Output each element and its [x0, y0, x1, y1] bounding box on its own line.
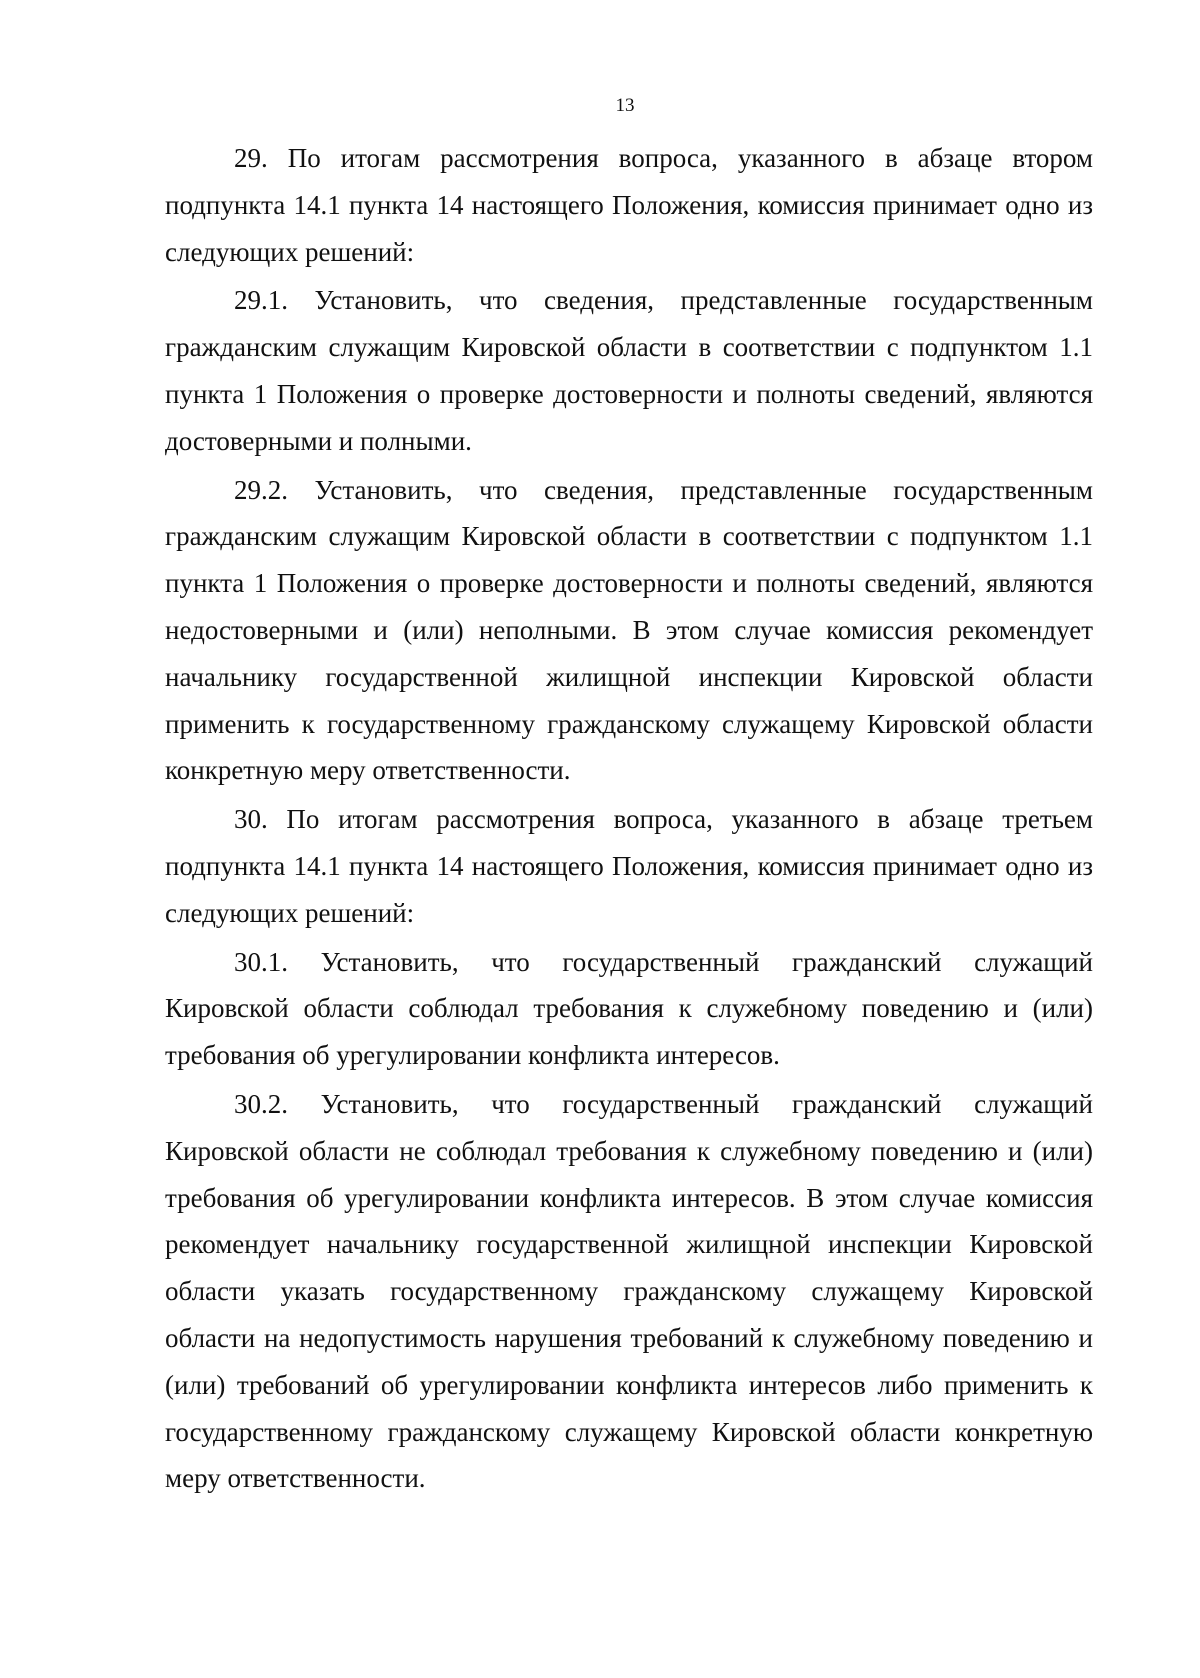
page-number: 13 — [615, 95, 635, 116]
paragraph-29-1: 29.1. Установить, что сведения, представленные государственным гражданским служащим Кировской области в соответствии с подпунктом 1.1 пункта 1 Положения о проверке достоверности и полноты сведений, являются достоверными и полными. — [165, 285, 1093, 456]
paragraph-29-2: 29.2. Установить, что сведения, представленные государственным гражданским служащим Кировской области в соответствии с подпунктом 1.1 пункта 1 Положения о проверке достоверности и полноты сведений, являются недостоверными и (или) неполными. В этом случае комиссия рекомендует начальнику государственной жилищной инспекции Кировской области применить к государственному гражданскому служащему Кировской области конкретную меру ответственности. — [165, 474, 1093, 786]
document-body — [165, 135, 1093, 1504]
paragraph-29: 29. По итогам рассмотрения вопроса, указанного в абзаце втором подпункта 14.1 пункта 14 настоящего Положения, комиссия принимает одно из следующих решений: — [165, 143, 1093, 267]
paragraph-30: 30. По итогам рассмотрения вопроса, указанного в абзаце третьем подпункта 14.1 пункта 14 настоящего Положения, комиссия принимает одно из следующих решений: — [165, 804, 1093, 928]
paragraph-30-1: 30.1. Установить, что государственный гражданский служащий Кировской области соблюдал требования к служебному поведению и (или) требования об урегулировании конфликта интересов. — [165, 946, 1093, 1071]
paragraph-30-2: 30.2. Установить, что государственный гражданский служащий Кировской области не соблюдал требования к служебному поведению и (или) требования об урегулировании конфликта интересов. В этом случае комиссия рекомендует начальнику государственной жилищной инспекции Кировской области указать государственному гражданскому служащему Кировской области на недопустимость нарушения требований к служебному поведению и (или) требований об урегулировании конфликта интересов либо применить к государственному гражданскому служащему Кировской области конкретную меру ответственности. — [165, 1088, 1093, 1494]
